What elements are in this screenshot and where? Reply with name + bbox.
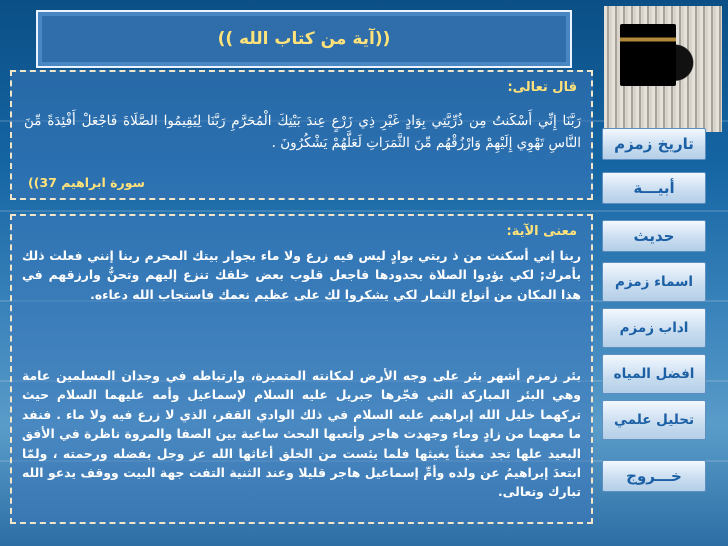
verse-panel: [10, 70, 593, 200]
verse-text: رَبَّنَا إِنِّي أَسْكَنتُ مِن ذُرِّيَّتِي بِوَادٍ غَيْرِ ذِي زَرْعٍ عِندَ بَيْتِكَ الْمُحَرَّمِ رَبَّنَا لِيُقِيمُوا الصَّلَاةَ فَاجْعَلْ أَفْئِدَةً مِّنَ النَّاسِ تَهْوِي إِلَيْهِمْ وَارْزُقْهُم مِّنَ الثَّمَرَاتِ لَعَلَّهُمْ يَشْكُرُونَ .: [24, 113, 581, 151]
header-bar: [36, 10, 572, 68]
meaning-label: معنى الآية:: [506, 224, 577, 239]
header-title: ((آية من كتاب الله )): [217, 29, 391, 49]
nav-zamzam-names-button[interactable]: اسماء زمزم: [602, 262, 706, 302]
nav-best-water-button[interactable]: افضل المياه: [602, 354, 706, 394]
nav-etiquette-button[interactable]: اداب زمزم: [602, 308, 706, 348]
zamzam-paragraph: بئر زمزم أشهر بئر على وجه الأرض لمكانته المتميزة، وارتباطه في وجدان المسلمين عامة وهي البئر المباركة التي فجّرها جبريل عليه السلام لإسماعيل وأمه عليهما السلام حيث تركهما خليل الله إبراهيم عليه السلام في ذلك الوادي القفر، الذي لا زرع فيه ولا ماء . فنفد ما معهما من زادٍ وماء وجهدت هاجر وأتعبها البحث ساعية بين الصفا والمروة ناظرة في الأفق البعيد علها تجد مغيثاً يغيثها فلما يئست من الخلق أغاثها الله عز وجل بفضله ورحمته ، ولمّا ابتعدَ إبراهيمُ عن ولده وأمِّ إسماعيل هاجر قليلا وعند الثنية التفت جهة البيت ووقف يدعو الله تبارك وتعالى.: [22, 368, 581, 500]
nav-hadith-button[interactable]: حديث: [602, 220, 706, 252]
verse-label: قال تعالى:: [507, 80, 577, 95]
nav-history-button[interactable]: تاريخ زمزم: [602, 128, 706, 160]
sura-reference: سورة ابراهيم 37)): [28, 175, 145, 190]
meaning-panel: [10, 214, 593, 524]
nav-analysis-button[interactable]: تحليل علمي: [602, 400, 706, 440]
meaning-paragraph: ربنا إني أسكنت من ذ ريتي بوادٍ ليس فيه زرع ولا ماء بجوار بيتك المحرم ربنا إنني فعلت ذلك بأمرك; لكي يؤدوا الصلاة بحدودها فاجعل قلوب بعض خلقك تنزع إليهم وتحنُّ وارزقهم في هذا المكان من أنواع الثمار لكي يشكروا لك على عظيم نعمك فاستجاب الله دعاءه.: [22, 248, 581, 302]
nav-exit-button[interactable]: خـــروج: [602, 460, 706, 492]
kaaba-icon: [620, 24, 676, 86]
nav-names-button[interactable]: أبيـــة: [602, 172, 706, 204]
